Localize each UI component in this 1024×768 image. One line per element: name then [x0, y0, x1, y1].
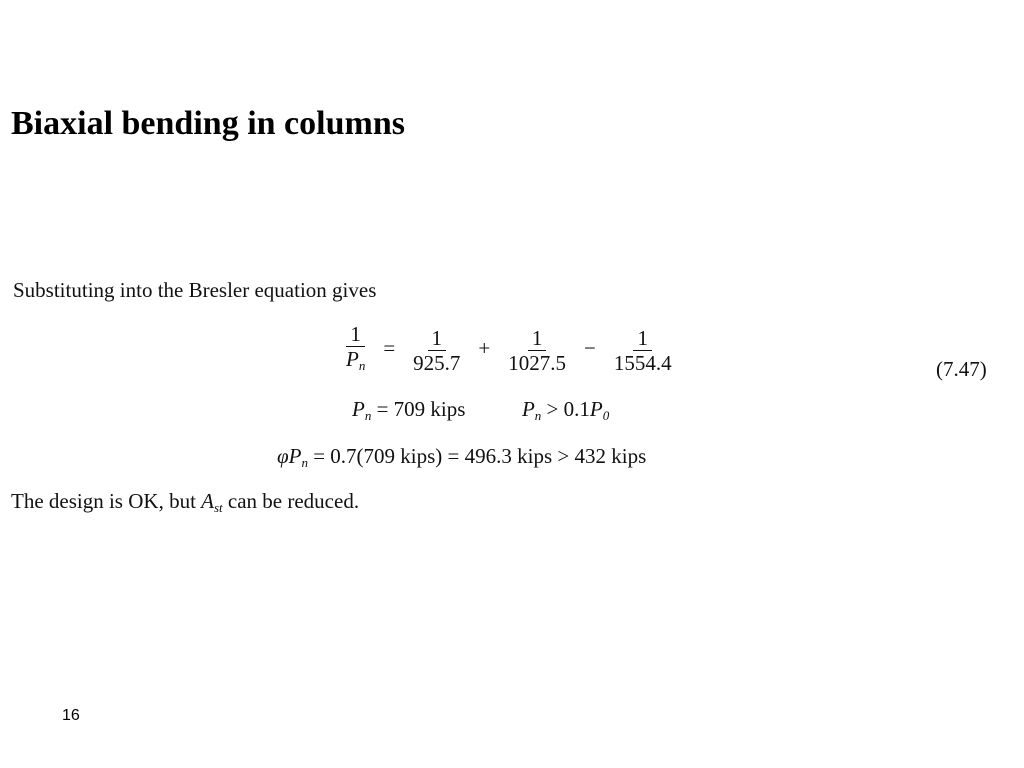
lhs-fraction [342, 322, 369, 378]
term2-denominator: 1027.5 [508, 350, 567, 375]
term3-fraction [610, 326, 676, 375]
pn-variable-2: P [521, 397, 535, 421]
nominal-strength-line: $P_n = 709$ kips $P_n > 0.1P_0$ [352, 397, 610, 423]
equation-number: (7.47) [936, 357, 987, 381]
intro-text: Substituting into the Bresler equation gives [13, 278, 377, 302]
conclusion-text: The design is OK, but $A_{st}$ can be reduced. [11, 489, 360, 515]
design-strength-line: $\varphi P_n = 0.7(709$ kips) = 496.3 kips > 432 kips [277, 444, 647, 470]
page-number: 16 [62, 707, 80, 724]
pn-variable: P [352, 397, 365, 421]
phi-symbol: φ [277, 444, 289, 468]
term3-denominator: 1554.4 [613, 350, 672, 375]
term3-numerator: 1 [633, 326, 652, 351]
lhs-numerator: 1 [346, 322, 365, 347]
minus-sign: − [584, 335, 596, 360]
term2-fraction [504, 326, 570, 375]
bresler-equation [336, 318, 682, 382]
equals-sign: = [383, 335, 396, 360]
pn-value: = 709 kips [376, 397, 466, 421]
ast-variable: A [201, 489, 214, 513]
phi-pn-variable: P [288, 444, 302, 468]
p0-variable: P [589, 397, 603, 421]
term1-numerator: 1 [428, 326, 447, 351]
pn-comparison: > 0.1 [546, 397, 590, 421]
term1-denominator: 925.7 [413, 350, 461, 375]
slide-title: Biaxial bending in columns [11, 105, 405, 142]
plus-sign: + [478, 335, 491, 360]
term1-fraction [409, 326, 464, 375]
lhs-denominator: $P_n$ [346, 347, 366, 373]
term2-numerator: 1 [528, 326, 547, 351]
design-strength-value: = 0.7(709 kips) = 496.3 kips > 432 kips [313, 444, 647, 468]
